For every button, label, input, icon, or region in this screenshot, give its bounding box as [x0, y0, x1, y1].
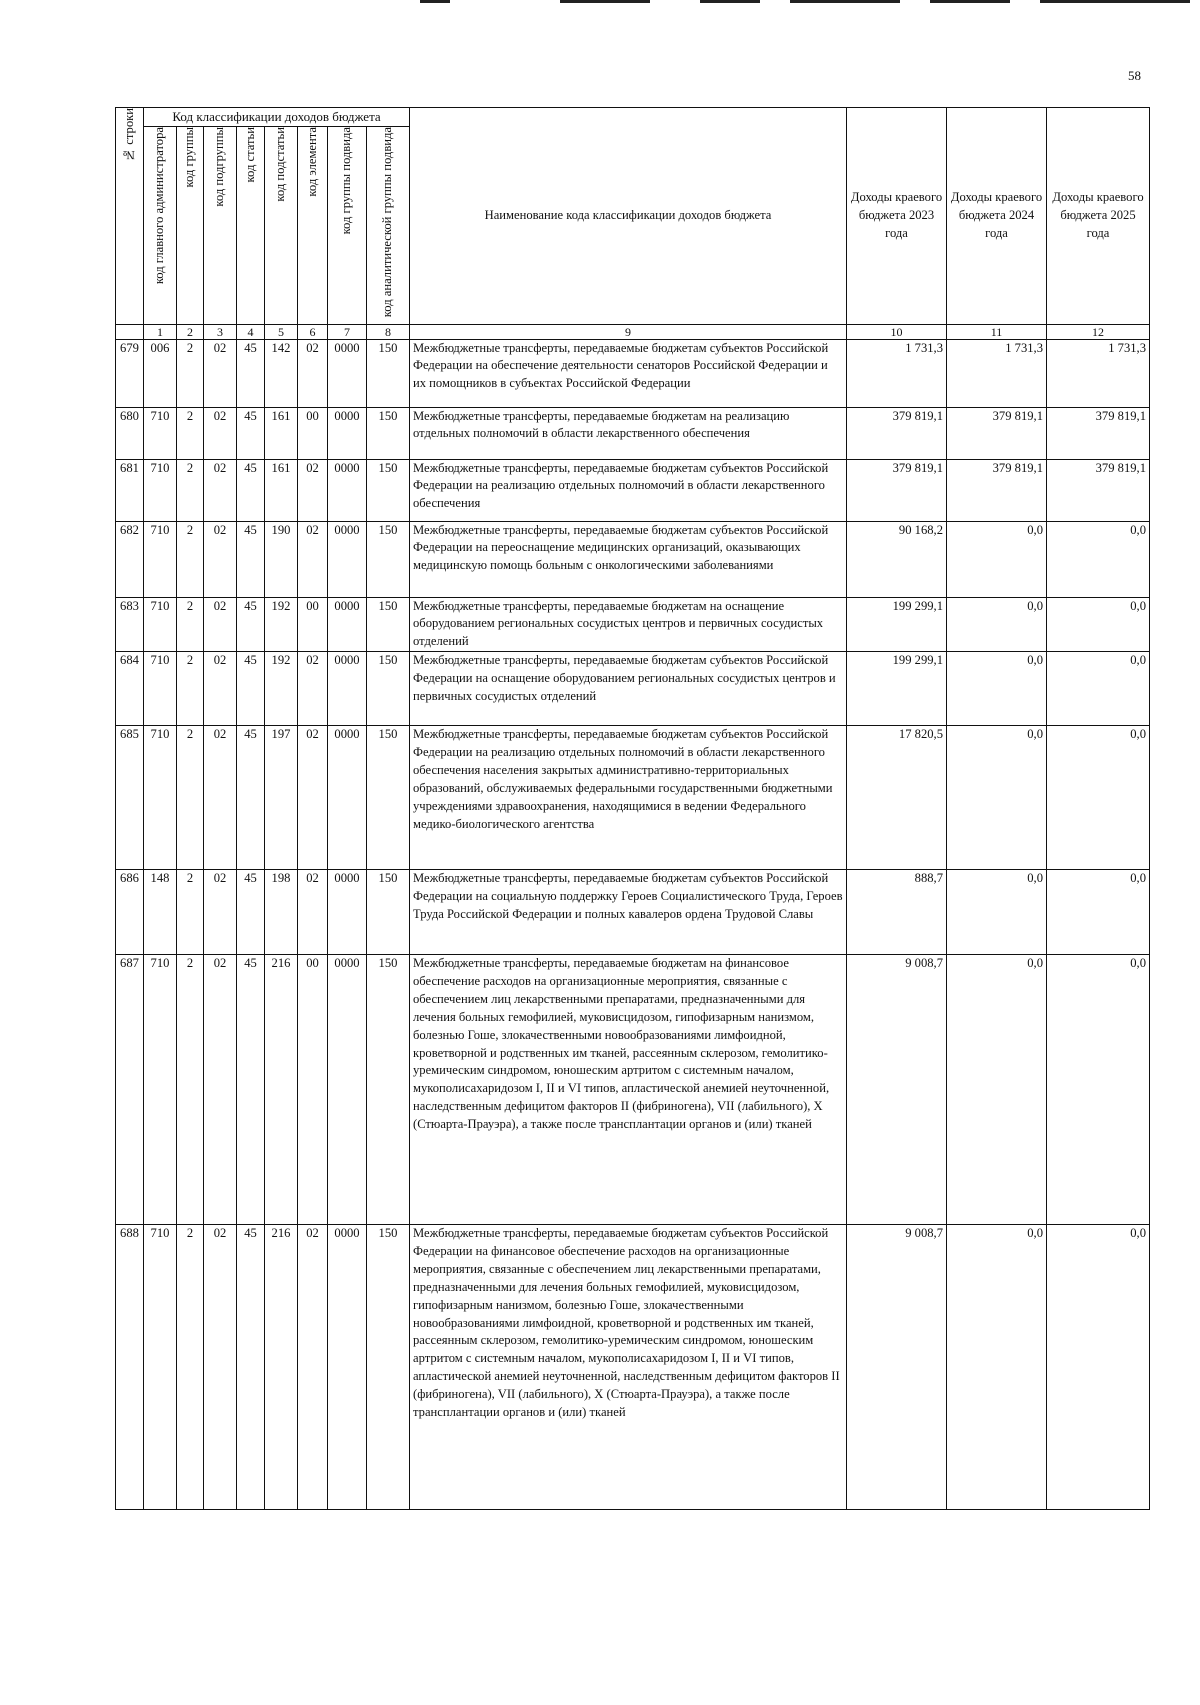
table-row — [116, 1225, 1150, 1510]
income-2024: 0,0 — [947, 597, 1047, 652]
subtype-group-code-header: код группы подвида — [328, 127, 367, 324]
element-code: 00 — [298, 407, 328, 459]
analytic-group-code-header: код аналитической группы подвида — [367, 127, 410, 324]
table-row — [116, 870, 1150, 955]
income-name: Межбюджетные трансферты, передаваемые бюджетам субъектов Российской Федерации на оснащение оборудованием региональных сосудистых центров и первичных сосудистых отделений — [410, 652, 847, 726]
subtype-group-code: 0000 — [328, 1225, 367, 1510]
column-number — [116, 324, 144, 339]
column-number: 6 — [298, 324, 328, 339]
income-2025: 379 819,1 — [1047, 459, 1150, 521]
income-2025-header: Доходы краевого бюджета 2025 года — [1047, 108, 1150, 325]
element-code: 02 — [298, 652, 328, 726]
scan-artifact — [790, 0, 900, 3]
income-name: Межбюджетные трансферты, передаваемые бюджетам субъектов Российской Федерации на обеспечение деятельности сенаторов Российской Федерации и их помощников в субъектах Российской Федерации — [410, 339, 847, 407]
element-code: 02 — [298, 1225, 328, 1510]
income-2024: 379 819,1 — [947, 459, 1047, 521]
scan-artifact — [930, 0, 1010, 3]
page-number: 58 — [1128, 68, 1141, 83]
element-code: 00 — [298, 597, 328, 652]
table-row — [116, 726, 1150, 870]
subgroup-code: 02 — [204, 407, 237, 459]
income-name: Межбюджетные трансферты, передаваемые бюджетам субъектов Российской Федерации на реализацию отдельных полномочий в области лекарственного обеспечения — [410, 459, 847, 521]
row-number: 686 — [116, 870, 144, 955]
income-2024: 0,0 — [947, 726, 1047, 870]
table-header — [116, 108, 1150, 325]
income-2024-header: Доходы краевого бюджета 2024 года — [947, 108, 1047, 325]
group-code: 2 — [177, 521, 204, 597]
table-row — [116, 459, 1150, 521]
scan-artifact — [560, 0, 650, 3]
column-number: 9 — [410, 324, 847, 339]
article-code: 45 — [237, 339, 265, 407]
group-code: 2 — [177, 597, 204, 652]
income-2023: 199 299,1 — [847, 597, 947, 652]
subarticle-code: 161 — [265, 407, 298, 459]
subgroup-code: 02 — [204, 459, 237, 521]
group-code-header: код группы — [177, 127, 204, 324]
income-2024: 0,0 — [947, 521, 1047, 597]
income-name: Межбюджетные трансферты, передаваемые бюджетам субъектов Российской Федерации на реализацию отдельных полномочий в области лекарственного обеспечения населения закрытых административно-территориальных образований, обслуживаемых федеральными государственными бюджетными учреждениями здравоохранения, находящимися в ведении Федерального медико-биологического агентства — [410, 726, 847, 870]
income-name: Межбюджетные трансферты, передаваемые бюджетам на оснащение оборудованием региональных сосудистых центров и первичных сосудистых отделений — [410, 597, 847, 652]
income-2024: 0,0 — [947, 1225, 1047, 1510]
article-code: 45 — [237, 407, 265, 459]
table-row — [116, 521, 1150, 597]
scan-artifact — [1040, 0, 1190, 3]
subgroup-code: 02 — [204, 870, 237, 955]
column-number: 7 — [328, 324, 367, 339]
admin-code: 006 — [144, 339, 177, 407]
subarticle-code: 192 — [265, 597, 298, 652]
subtype-group-code: 0000 — [328, 459, 367, 521]
income-name: Межбюджетные трансферты, передаваемые бюджетам субъектов Российской Федерации на социальную поддержку Героев Социалистического Труда, Героев Труда Российской Федерации и полных кавалеров ордена Трудовой Славы — [410, 870, 847, 955]
subtype-group-code: 0000 — [328, 521, 367, 597]
element-code: 02 — [298, 726, 328, 870]
column-number: 1 — [144, 324, 177, 339]
subarticle-code: 190 — [265, 521, 298, 597]
row-number: 687 — [116, 955, 144, 1225]
column-number: 8 — [367, 324, 410, 339]
article-code-header: код статьи — [237, 127, 265, 324]
admin-code: 710 — [144, 521, 177, 597]
subtype-group-code: 0000 — [328, 955, 367, 1225]
income-name: Межбюджетные трансферты, передаваемые бюджетам на финансовое обеспечение расходов на организационные мероприятия, связанные с обеспечением лиц лекарственными препаратами, предназначенными для лечения больных гемофилией, муковисцидозом, гипофизарным нанизмом, болезнью Гоше, злокачественными новообразованиями лимфоидной, кроветворной и родственных им тканей, рассеянным склерозом, гемолитико-уремическим синдромом, юношеским артритом с системным началом, мукополисахаридозом I, II и VI типов, апластической анемией неуточненной, наследственным дефицитом факторов II (фибриногена), VII (лабильного), X (Стюарта-Прауэра), а также после трансплантации органов и (или) тканей — [410, 955, 847, 1225]
subarticle-code: 198 — [265, 870, 298, 955]
scan-artifact — [420, 0, 450, 3]
element-code: 02 — [298, 339, 328, 407]
element-code: 02 — [298, 870, 328, 955]
subgroup-code: 02 — [204, 726, 237, 870]
subtype-group-code: 0000 — [328, 339, 367, 407]
group-code: 2 — [177, 870, 204, 955]
subgroup-code: 02 — [204, 955, 237, 1225]
income-2023: 90 168,2 — [847, 521, 947, 597]
element-code-header: код элемента — [298, 127, 328, 324]
subarticle-code: 161 — [265, 459, 298, 521]
income-name: Межбюджетные трансферты, передаваемые бюджетам субъектов Российской Федерации на переоснащение медицинских организаций, оказывающих медицинскую помощь больным с онкологическими заболеваниями — [410, 521, 847, 597]
subtype-group-code: 0000 — [328, 407, 367, 459]
subtype-group-code: 0000 — [328, 726, 367, 870]
income-2025: 0,0 — [1047, 1225, 1150, 1510]
analytic-group-code: 150 — [367, 407, 410, 459]
analytic-group-code: 150 — [367, 1225, 410, 1510]
admin-code: 710 — [144, 597, 177, 652]
article-code: 45 — [237, 870, 265, 955]
group-code: 2 — [177, 407, 204, 459]
income-2025: 0,0 — [1047, 955, 1150, 1225]
subgroup-code-header: код подгруппы — [204, 127, 237, 324]
column-number: 4 — [237, 324, 265, 339]
column-number: 3 — [204, 324, 237, 339]
subgroup-code: 02 — [204, 521, 237, 597]
admin-code: 710 — [144, 726, 177, 870]
article-code: 45 — [237, 726, 265, 870]
classification-group-header: Код классификации доходов бюджета — [144, 108, 410, 127]
article-code: 45 — [237, 597, 265, 652]
row-number: 680 — [116, 407, 144, 459]
analytic-group-code: 150 — [367, 955, 410, 1225]
row-number: 682 — [116, 521, 144, 597]
subarticle-code: 142 — [265, 339, 298, 407]
analytic-group-code: 150 — [367, 459, 410, 521]
income-2024: 1 731,3 — [947, 339, 1047, 407]
analytic-group-code: 150 — [367, 870, 410, 955]
article-code: 45 — [237, 459, 265, 521]
subgroup-code: 02 — [204, 1225, 237, 1510]
income-2023: 1 731,3 — [847, 339, 947, 407]
name-header: Наименование кода классификации доходов бюджета — [410, 108, 847, 325]
column-number: 10 — [847, 324, 947, 339]
group-code: 2 — [177, 339, 204, 407]
table-row — [116, 597, 1150, 652]
row-number: 681 — [116, 459, 144, 521]
article-code: 45 — [237, 1225, 265, 1510]
group-code: 2 — [177, 459, 204, 521]
admin-code: 710 — [144, 459, 177, 521]
table-body — [116, 324, 1150, 1510]
income-2023: 888,7 — [847, 870, 947, 955]
income-2025: 0,0 — [1047, 597, 1150, 652]
row-number: 688 — [116, 1225, 144, 1510]
subarticle-code: 192 — [265, 652, 298, 726]
group-code: 2 — [177, 955, 204, 1225]
income-2023: 199 299,1 — [847, 652, 947, 726]
income-2023: 379 819,1 — [847, 407, 947, 459]
row-number: 683 — [116, 597, 144, 652]
admin-code-header: код главного администратора — [144, 127, 177, 324]
income-name: Межбюджетные трансферты, передаваемые бюджетам на реализацию отдельных полномочий в области лекарственного обеспечения — [410, 407, 847, 459]
column-number-row — [116, 324, 1150, 339]
income-2023: 9 008,7 — [847, 1225, 947, 1510]
column-number: 11 — [947, 324, 1047, 339]
article-code: 45 — [237, 652, 265, 726]
income-2024: 379 819,1 — [947, 407, 1047, 459]
income-2023: 9 008,7 — [847, 955, 947, 1225]
subgroup-code: 02 — [204, 597, 237, 652]
analytic-group-code: 150 — [367, 521, 410, 597]
article-code: 45 — [237, 521, 265, 597]
income-2025: 0,0 — [1047, 870, 1150, 955]
income-2025: 1 731,3 — [1047, 339, 1150, 407]
element-code: 02 — [298, 521, 328, 597]
admin-code: 710 — [144, 1225, 177, 1510]
budget-table — [115, 107, 1150, 1510]
table-row — [116, 652, 1150, 726]
group-code: 2 — [177, 726, 204, 870]
admin-code: 710 — [144, 652, 177, 726]
subtype-group-code: 0000 — [328, 597, 367, 652]
subgroup-code: 02 — [204, 652, 237, 726]
income-2025: 0,0 — [1047, 726, 1150, 870]
subarticle-code: 216 — [265, 1225, 298, 1510]
subarticle-code: 197 — [265, 726, 298, 870]
income-2023: 379 819,1 — [847, 459, 947, 521]
subarticle-code: 216 — [265, 955, 298, 1225]
group-code: 2 — [177, 1225, 204, 1510]
income-2024: 0,0 — [947, 652, 1047, 726]
analytic-group-code: 150 — [367, 597, 410, 652]
row-number: 679 — [116, 339, 144, 407]
income-name: Межбюджетные трансферты, передаваемые бюджетам субъектов Российской Федерации на финансовое обеспечение расходов на организационные мероприятия, связанные с обеспечением лиц лекарственными препаратами, предназначенными для лечения больных гемофилией, муковисцидозом, гипофизарным нанизмом, болезнью Гоше, злокачественными новообразованиями лимфоидной, кроветворной и родственных им тканей, рассеянным склерозом, гемолитико-уремическим синдромом, юношеским артритом с системным началом, мукополисахаридозом I, II и VI типов, апластической анемией неуточненной, наследственным дефицитом факторов II (фибриногена), VII (лабильного), X (Стюарта-Прауэра), а также после трансплантации органов и (или) тканей — [410, 1225, 847, 1510]
column-number: 2 — [177, 324, 204, 339]
row-number-header: № строки — [116, 108, 144, 325]
subgroup-code: 02 — [204, 339, 237, 407]
income-2025: 379 819,1 — [1047, 407, 1150, 459]
income-2024: 0,0 — [947, 870, 1047, 955]
table-row — [116, 955, 1150, 1225]
income-2023: 17 820,5 — [847, 726, 947, 870]
admin-code: 148 — [144, 870, 177, 955]
row-number: 684 — [116, 652, 144, 726]
row-number: 685 — [116, 726, 144, 870]
analytic-group-code: 150 — [367, 726, 410, 870]
table-row — [116, 339, 1150, 407]
subarticle-code-header: код подстатьи — [265, 127, 298, 324]
income-2025: 0,0 — [1047, 521, 1150, 597]
admin-code: 710 — [144, 955, 177, 1225]
table-row — [116, 407, 1150, 459]
column-number: 12 — [1047, 324, 1150, 339]
income-2025: 0,0 — [1047, 652, 1150, 726]
element-code: 00 — [298, 955, 328, 1225]
article-code: 45 — [237, 955, 265, 1225]
admin-code: 710 — [144, 407, 177, 459]
subtype-group-code: 0000 — [328, 870, 367, 955]
scan-artifact — [700, 0, 760, 3]
element-code: 02 — [298, 459, 328, 521]
income-2024: 0,0 — [947, 955, 1047, 1225]
analytic-group-code: 150 — [367, 339, 410, 407]
group-code: 2 — [177, 652, 204, 726]
subtype-group-code: 0000 — [328, 652, 367, 726]
income-2023-header: Доходы краевого бюджета 2023 года — [847, 108, 947, 325]
column-number: 5 — [265, 324, 298, 339]
analytic-group-code: 150 — [367, 652, 410, 726]
